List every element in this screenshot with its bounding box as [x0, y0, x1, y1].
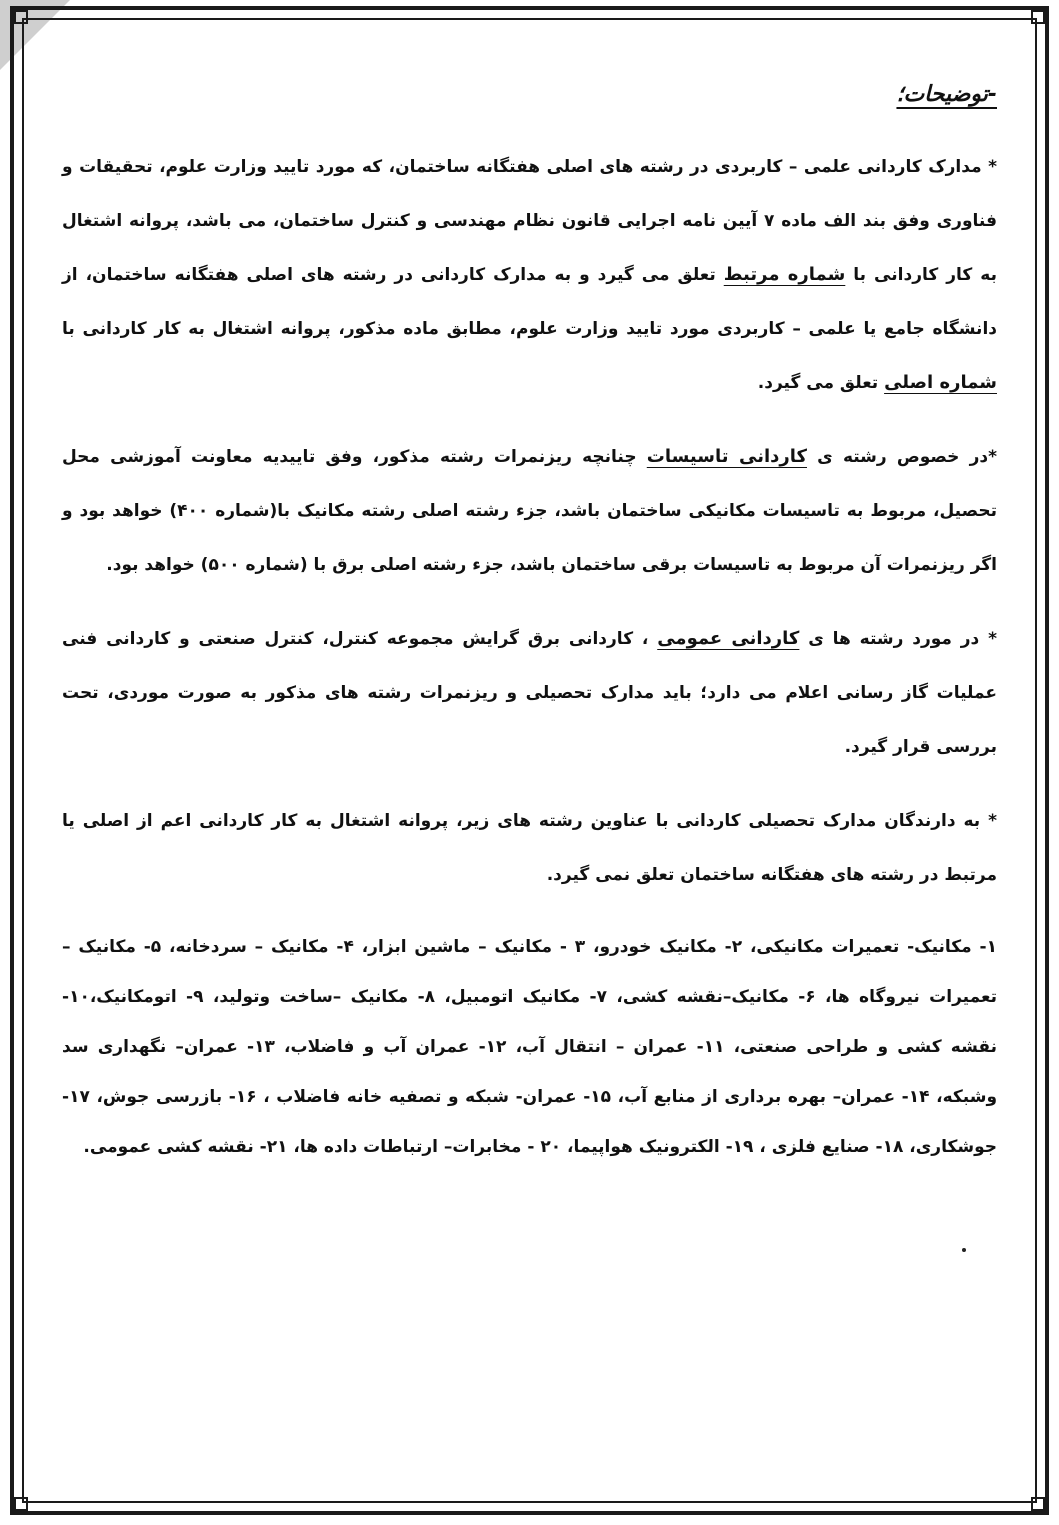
border-corner-top-right — [1031, 10, 1045, 24]
paragraph-associate-degree-licensing — [62, 140, 997, 410]
underlined-term-main-number: شماره اصلی — [884, 372, 997, 393]
border-corner-bottom-right — [1031, 1497, 1045, 1511]
paragraph-text: * مدارک کاردانی علمی – کاربردی در رشته های اصلی هفتگانه ساختمان، که مورد تایید وزارت علوم، تحقیقات و فناوری وفق بند الف ماده ۷ آیین نامه اجرایی قانون نظام مهندسی و کنترل ساختمان، می باشد، پروانه اشتغال به کار کاردانی با — [62, 157, 997, 285]
page-title: -توضیحات؛ — [896, 82, 997, 107]
paragraph-text: چنانچه ریزنمرات رشته مذکور، وفق تاییدیه معاونت آموزشی محل تحصیل، مربوط به تاسیسات مکانیکی ساختمان باشد، جزء رشته اصلی رشته مکانیک با(شماره ۴۰۰) خواهد بود و اگر ریزنمرات آن مربوط به تاسیسات برقی ساختمان باشد، جزء رشته اصلی برق با (شماره ۵۰۰) خواهد بود. — [62, 447, 997, 575]
paragraph-text: *در خصوص رشته ی — [807, 447, 997, 467]
paragraph-text: ، کاردانی برق گرایش مجموعه کنترل، کنترل صنعتی و کاردانی فنی عملیات گاز رسانی اعلام می دارد؛ باید مدارک تحصیلی و ریزنمرات رشته های مذکور به صورت موردی، تحت بررسی قرار گیرد. — [62, 629, 997, 757]
paragraph-text: تعلق می گیرد و به مدارک کاردانی در رشته های اصلی هفتگانه ساختمان، از دانشگاه جامع یا علمی – کاربردی مورد تایید وزارت علوم، مطابق ماده مذکور، پروانه اشتغال به کار کاردانی با — [62, 265, 997, 339]
underlined-term-installations: کاردانی تاسیسات — [646, 446, 807, 467]
border-corner-bottom-left — [14, 1497, 28, 1511]
paragraph-installations-field — [62, 430, 997, 592]
paragraph-excluded-fields-intro: * به دارندگان مدارک تحصیلی کاردانی با عناوین رشته های زیر، پروانه اشتغال به کار کاردانی اعم از اصلی یا مرتبط در رشته های هفتگانه ساختمان تعلق نمی گیرد. — [62, 811, 997, 885]
stray-dot — [962, 1248, 966, 1252]
paragraph-text: تعلق می گیرد. — [757, 373, 885, 393]
paragraph-text: * در مورد رشته ها ی — [799, 629, 997, 649]
underlined-term-related-number: شماره مرتبط — [723, 264, 846, 285]
document-body — [62, 80, 997, 1192]
underlined-term-general: کاردانی عمومی — [657, 628, 800, 649]
paragraph-excluded-fields-list: ۱- مکانیک- تعمیرات مکانیکی، ۲- مکانیک خودرو، ۳ - مکانیک – ماشین ابزار، ۴- مکانیک – سردخانه، ۵- مکانیک – تعمیرات نیروگاه ها، ۶- مکانیک–نقشه کشی، ۷- مکانیک اتومبیل، ۸- مکانیک –ساخت وتولید، ۹- اتومکانیک،۱۰- نقشه کشی و طراحی صنعتی، ۱۱- عمران – انتقال آب، ۱۲- عمران آب و فاضلاب، ۱۳- عمران– نگهداری سد وشبکه، ۱۴- عمران– بهره برداری از منابع آب، ۱۵- عمران- شبکه و تصفیه خانه فاضلاب ، ۱۶- بازرسی جوش، ۱۷- جوشکاری، ۱۸- صنایع فلزی ، ۱۹- الکترونیک هواپیما، ۲۰ - مخابرات– ارتباطات داده ها، ۲۱- نقشه کشی عمومی. — [62, 937, 998, 1157]
paragraph-general-fields — [62, 612, 997, 774]
border-corner-top-left — [14, 10, 28, 24]
